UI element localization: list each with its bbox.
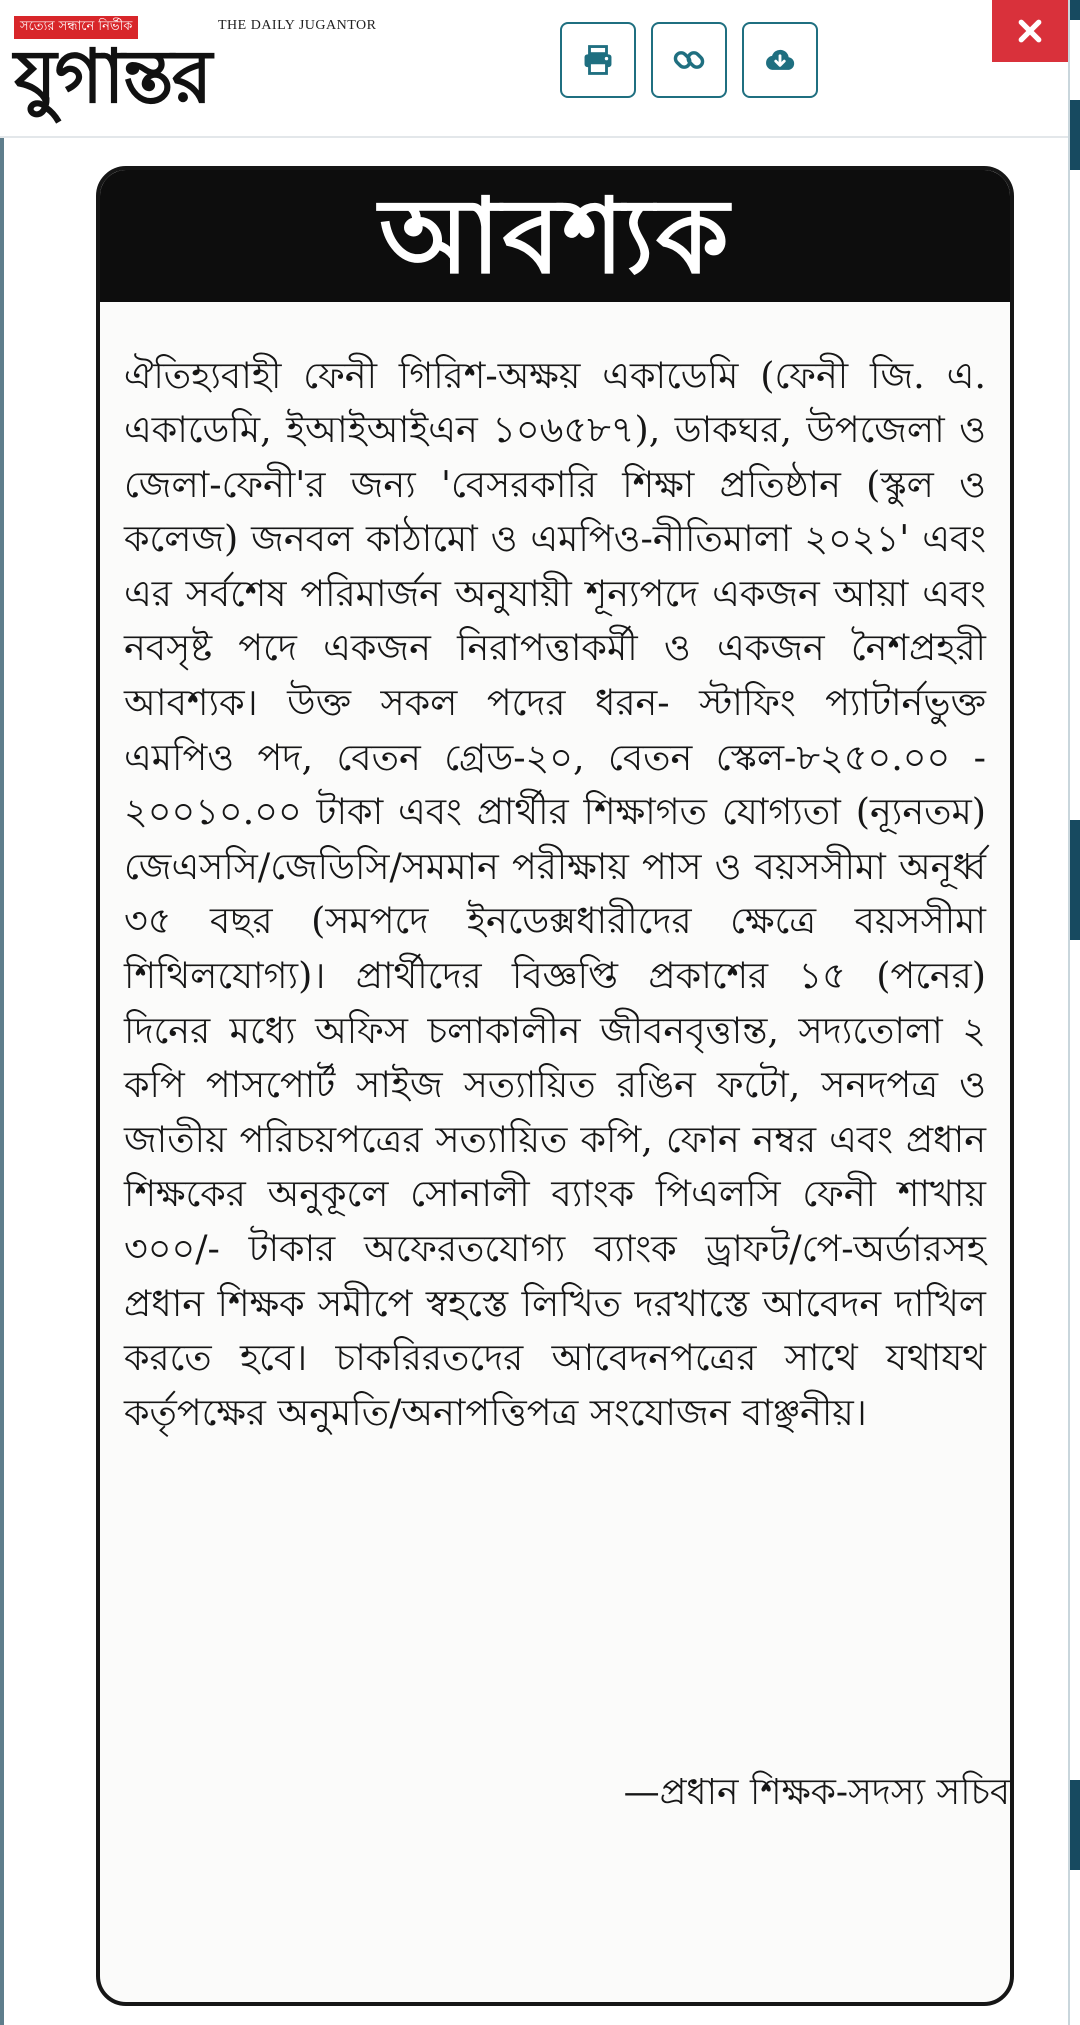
advertisement-title: আবশ্যক: [379, 175, 731, 297]
viewer-header: [0, 0, 1068, 138]
printer-icon: [581, 43, 615, 77]
logo-wordmark: যুগান্তর: [14, 34, 211, 120]
close-icon: [1015, 16, 1045, 46]
page-edge-right: [1068, 0, 1080, 2025]
logo-tagline-bn: সত্যের সন্ধানে নির্ভীক: [14, 16, 138, 39]
edge-mark: [1070, 820, 1080, 940]
advertisement-body: ঐতিহ্যবাহী ফেনী গিরিশ-অক্ষয় একাডেমি (ফেনী জি. এ. একাডেমি, ইআইআইএন ১০৬৫৮৭), ডাকঘর, উপজেলা ও জেলা-ফেনী'র জন্য 'বেসরকারি শিক্ষা প্রতিষ্ঠান (স্কুল ও কলেজ) জনবল কাঠামো ও এমপিও-নীতিমালা ২০২১' এবং এর সর্বশেষ পরিমার্জন অনুযায়ী শূন্যপদে একজন আয়া এবং নবসৃষ্ট পদে একজন নিরাপত্তাকর্মী ও একজন নৈশপ্রহরী আবশ্যক। উক্ত সকল পদের ধরন- স্টাফিং প্যাটার্নভুক্ত এমপিও পদ, বেতন গ্রেড-২০, বেতন স্কেল-৮২৫০.০০ - ২০০১০.০০ টাকা এবং প্রার্থীর শিক্ষাগত যোগ্যতা (ন্যূনতম) জেএসসি/জেডিসি/সমমান পরীক্ষায় পাস ও বয়সসীমা অনূর্ধ্ব ৩৫ বছর (সমপদে ইনডেক্সধারীদের ক্ষেত্রে বয়সসীমা শিথিলযোগ্য)। প্রার্থীদের বিজ্ঞপ্তি প্রকাশের ১৫ (পনের) দিনের মধ্যে অফিস চলাকালীন জীবনবৃত্তান্ত, সদ্যতোলা ২ কপি পাসপোর্ট সাইজ সত্যায়িত রঙিন ফটো, সনদপত্র ও জাতীয় পরিচয়পত্রের সত্যায়িত কপি, ফোন নম্বর এবং প্রধান শিক্ষকের অনুকূলে সোনালী ব্যাংক পিএলসি ফেনী শাখায় ৩০০/- টাকার অফেরতযোগ্য ব্যাংক ড্রাফট/পে-অর্ডারসহ প্রধান শিক্ষক সমীপে স্বহস্তে লিখিত দরখাস্তে আবেদন দাখিল করতে হবে। চাকরিরতদের আবেদনপত্রের সাথে যথাযথ কর্তৃপক্ষের অনুমতি/অনাপত্তিপত্র সংযোজন বাঞ্ছনীয়।: [124, 353, 986, 1434]
download-button[interactable]: [742, 22, 818, 98]
edge-mark: [1070, 100, 1080, 170]
newspaper-logo[interactable]: [14, 16, 386, 120]
advertisement-clipping: [96, 166, 1014, 2006]
copy-link-button[interactable]: [651, 22, 727, 98]
logo-tagline-en: THE DAILY JUGANTOR: [218, 18, 377, 33]
cloud-download-icon: [763, 43, 797, 77]
close-button[interactable]: [992, 0, 1068, 62]
link-icon: [672, 43, 706, 77]
edge-mark: [1070, 0, 1080, 20]
edge-mark: [1070, 1780, 1080, 1870]
advertisement-header: [100, 170, 1010, 302]
page-edge-left: [0, 0, 4, 2025]
advertisement-signature: —প্রধান শিক্ষক-সদস্য সচিব: [623, 1772, 1010, 1813]
print-button[interactable]: [560, 22, 636, 98]
